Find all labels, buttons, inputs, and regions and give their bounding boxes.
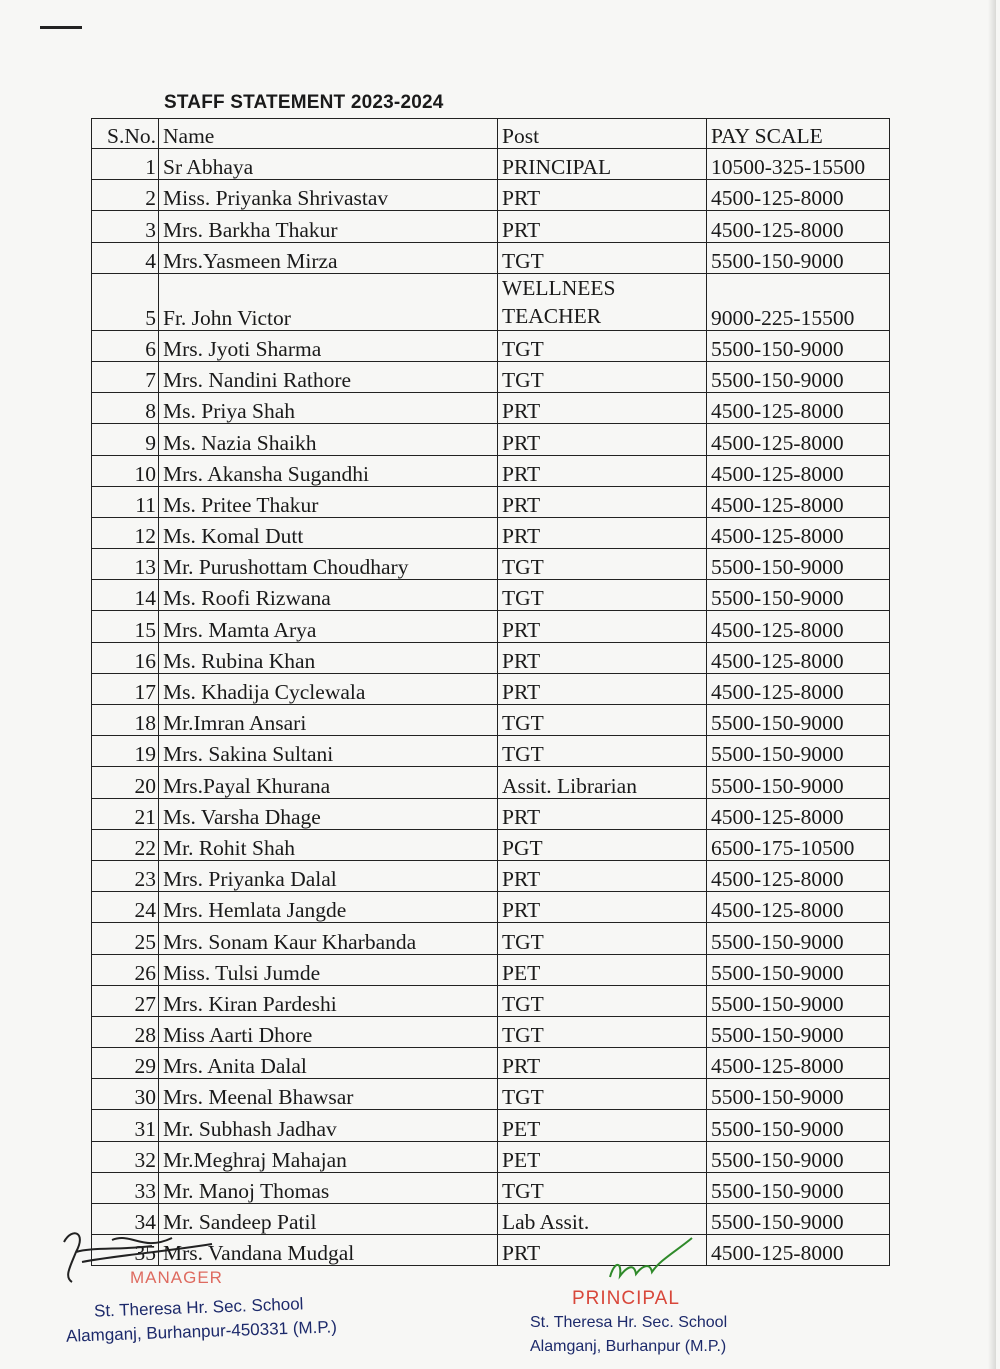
cell-post: PRT (498, 180, 707, 211)
cell-name: Mrs.Payal Khurana (159, 767, 498, 798)
table-row (92, 673, 890, 704)
manager-stamp-role: MANAGER (130, 1268, 223, 1287)
cell-pay-scale: 4500-125-8000 (707, 860, 890, 891)
cell-pay-scale: 4500-125-8000 (707, 424, 890, 455)
cell-pay-scale: 5500-150-9000 (707, 549, 890, 580)
cell-name: Mrs. Nandini Rathore (159, 361, 498, 392)
cell-name: Mr. Purushottam Choudhary (159, 549, 498, 580)
table-row (92, 611, 890, 642)
cell-name: Mr. Rohit Shah (159, 829, 498, 860)
cell-name: Ms. Pritee Thakur (159, 486, 498, 517)
cell-name: Ms. Komal Dutt (159, 517, 498, 548)
cell-sno: 19 (92, 736, 159, 767)
cell-pay-scale: 4500-125-8000 (707, 1235, 890, 1266)
cell-name: Mr. Subhash Jadhav (159, 1110, 498, 1141)
cell-post: TGT (498, 985, 707, 1016)
cell-name: Ms. Khadija Cyclewala (159, 673, 498, 704)
cell-name: Ms. Varsha Dhage (159, 798, 498, 829)
table-row (92, 549, 890, 580)
cell-pay-scale: 4500-125-8000 (707, 486, 890, 517)
cell-name: Mrs. Hemlata Jangde (159, 892, 498, 923)
cell-sno: 32 (92, 1141, 159, 1172)
header-pay-scale: PAY SCALE (707, 119, 890, 149)
cell-sno: 26 (92, 954, 159, 985)
cell-pay-scale: 4500-125-8000 (707, 211, 890, 242)
table-row (92, 1172, 890, 1203)
table-row (92, 486, 890, 517)
cell-sno: 5 (92, 273, 159, 330)
staff-table (91, 118, 890, 1266)
cell-post: PRT (498, 642, 707, 673)
cell-post: PET (498, 1141, 707, 1172)
cell-post: PET (498, 954, 707, 985)
cell-pay-scale: 5500-150-9000 (707, 1016, 890, 1047)
cell-post: TGT (498, 1016, 707, 1047)
cell-pay-scale: 6500-175-10500 (707, 829, 890, 860)
cell-name: Mr.Imran Ansari (159, 705, 498, 736)
cell-name: Ms. Rubina Khan (159, 642, 498, 673)
cell-sno: 34 (92, 1204, 159, 1235)
cell-post: PRT (498, 455, 707, 486)
cell-sno: 16 (92, 642, 159, 673)
cell-sno: 27 (92, 985, 159, 1016)
cell-name: Mrs. Priyanka Dalal (159, 860, 498, 891)
principal-signature (600, 1232, 710, 1292)
cell-pay-scale: 5500-150-9000 (707, 736, 890, 767)
cell-sno: 4 (92, 242, 159, 273)
cell-post: PRT (498, 860, 707, 891)
cell-pay-scale: 4500-125-8000 (707, 611, 890, 642)
principal-stamp-address: Alamganj, Burhanpur (M.P.) (530, 1338, 727, 1355)
cell-name: Mr. Manoj Thomas (159, 1172, 498, 1203)
cell-pay-scale: 4500-125-8000 (707, 393, 890, 424)
cell-pay-scale: 5500-150-9000 (707, 330, 890, 361)
cell-name: Mrs. Kiran Pardeshi (159, 985, 498, 1016)
cell-sno: 17 (92, 673, 159, 704)
cell-pay-scale: 4500-125-8000 (707, 798, 890, 829)
cell-post: PRT (498, 211, 707, 242)
cell-post: TGT (498, 705, 707, 736)
table-row (92, 1141, 890, 1172)
cell-pay-scale: 10500-325-15500 (707, 149, 890, 180)
cell-sno: 6 (92, 330, 159, 361)
header-post: Post (498, 119, 707, 149)
table-row (92, 736, 890, 767)
cell-name: Mrs. Anita Dalal (159, 1048, 498, 1079)
cell-pay-scale: 4500-125-8000 (707, 673, 890, 704)
table-row (92, 954, 890, 985)
principal-stamp-school: St. Theresa Hr. Sec. School (530, 1314, 728, 1331)
table-row (92, 211, 890, 242)
table-row (92, 180, 890, 211)
cell-post: PRT (498, 1048, 707, 1079)
table-row (92, 892, 890, 923)
table-row (92, 393, 890, 424)
cell-sno: 2 (92, 180, 159, 211)
cell-name: Mrs. Meenal Bhawsar (159, 1079, 498, 1110)
cell-sno: 29 (92, 1048, 159, 1079)
table-row (92, 1079, 890, 1110)
cell-sno: 18 (92, 705, 159, 736)
cell-sno: 15 (92, 611, 159, 642)
cell-name: Mrs. Akansha Sugandhi (159, 455, 498, 486)
cell-post: TGT (498, 1079, 707, 1110)
cell-post: PRT (498, 393, 707, 424)
cell-sno: 20 (92, 767, 159, 798)
table-row (92, 642, 890, 673)
cell-pay-scale: 5500-150-9000 (707, 1172, 890, 1203)
table-row (92, 1016, 890, 1047)
cell-sno: 23 (92, 860, 159, 891)
cell-sno: 8 (92, 393, 159, 424)
cell-post: Lab Assit. (498, 1204, 707, 1235)
cell-post: TGT (498, 580, 707, 611)
cell-name: Miss Aarti Dhore (159, 1016, 498, 1047)
cell-pay-scale: 5500-150-9000 (707, 1204, 890, 1235)
cell-name: Mrs. Sakina Sultani (159, 736, 498, 767)
cell-sno: 25 (92, 923, 159, 954)
table-row (92, 580, 890, 611)
cell-sno: 11 (92, 486, 159, 517)
document-title: STAFF STATEMENT 2023-2024 (164, 92, 444, 113)
table-row (92, 923, 890, 954)
page-edge-shadow (988, 0, 996, 1369)
cell-post: TGT (498, 549, 707, 580)
cell-pay-scale: 5500-150-9000 (707, 1079, 890, 1110)
cell-post: PRT (498, 517, 707, 548)
cell-pay-scale: 4500-125-8000 (707, 517, 890, 548)
header-sno: S.No. (92, 119, 159, 149)
table-header-row (92, 119, 890, 149)
cell-post: PRT (498, 1235, 707, 1266)
cell-pay-scale: 5500-150-9000 (707, 767, 890, 798)
cell-pay-scale: 9000-225-15500 (707, 273, 890, 330)
cell-name: Mrs. Vandana Mudgal (159, 1235, 498, 1266)
table-row (92, 860, 890, 891)
cell-name: Miss. Tulsi Jumde (159, 954, 498, 985)
cell-post: TGT (498, 242, 707, 273)
cell-pay-scale: 5500-150-9000 (707, 923, 890, 954)
cell-post: TGT (498, 923, 707, 954)
cell-pay-scale: 5500-150-9000 (707, 242, 890, 273)
cell-name: Miss. Priyanka Shrivastav (159, 180, 498, 211)
cell-post: PRT (498, 892, 707, 923)
table-row (92, 798, 890, 829)
scan-mark (40, 26, 82, 29)
table-row (92, 273, 890, 330)
cell-post: WELLNEES TEACHER (498, 273, 707, 330)
cell-sno: 24 (92, 892, 159, 923)
cell-sno: 14 (92, 580, 159, 611)
cell-pay-scale: 5500-150-9000 (707, 580, 890, 611)
cell-name: Sr Abhaya (159, 149, 498, 180)
cell-pay-scale: 5500-150-9000 (707, 985, 890, 1016)
table-row (92, 767, 890, 798)
cell-sno: 1 (92, 149, 159, 180)
table-row (92, 829, 890, 860)
cell-post: PRT (498, 798, 707, 829)
cell-sno: 9 (92, 424, 159, 455)
table-row (92, 517, 890, 548)
cell-post: TGT (498, 1172, 707, 1203)
cell-pay-scale: 4500-125-8000 (707, 455, 890, 486)
cell-sno: 33 (92, 1172, 159, 1203)
cell-name: Ms. Nazia Shaikh (159, 424, 498, 455)
cell-pay-scale: 5500-150-9000 (707, 1141, 890, 1172)
table-row (92, 1110, 890, 1141)
cell-name: Mr.Meghraj Mahajan (159, 1141, 498, 1172)
table-row (92, 361, 890, 392)
cell-pay-scale: 5500-150-9000 (707, 361, 890, 392)
cell-pay-scale: 4500-125-8000 (707, 642, 890, 673)
manager-stamp-school: St. Theresa Hr. Sec. School (93, 1294, 304, 1321)
cell-name: Ms. Roofi Rizwana (159, 580, 498, 611)
cell-post: TGT (498, 361, 707, 392)
cell-sno: 3 (92, 211, 159, 242)
manager-stamp-address: Alamganj, Burhanpur-450331 (M.P.) (65, 1317, 338, 1346)
cell-sno: 30 (92, 1079, 159, 1110)
cell-name: Ms. Priya Shah (159, 393, 498, 424)
cell-post: TGT (498, 736, 707, 767)
cell-sno: 28 (92, 1016, 159, 1047)
table-row (92, 455, 890, 486)
cell-sno: 10 (92, 455, 159, 486)
cell-pay-scale: 4500-125-8000 (707, 180, 890, 211)
cell-sno: 22 (92, 829, 159, 860)
cell-sno: 12 (92, 517, 159, 548)
header-name: Name (159, 119, 498, 149)
cell-sno: 7 (92, 361, 159, 392)
cell-pay-scale: 4500-125-8000 (707, 1048, 890, 1079)
cell-sno: 35 (92, 1235, 159, 1266)
cell-name: Mrs. Mamta Arya (159, 611, 498, 642)
table-row (92, 985, 890, 1016)
cell-name: Fr. John Victor (159, 273, 498, 330)
cell-sno: 21 (92, 798, 159, 829)
cell-post: TGT (498, 330, 707, 361)
cell-post: Assit. Librarian (498, 767, 707, 798)
cell-sno: 31 (92, 1110, 159, 1141)
cell-pay-scale: 4500-125-8000 (707, 892, 890, 923)
table-row (92, 242, 890, 273)
cell-post: PRT (498, 424, 707, 455)
cell-name: Mrs. Barkha Thakur (159, 211, 498, 242)
cell-post: PGT (498, 829, 707, 860)
cell-post: PET (498, 1110, 707, 1141)
table-row (92, 1048, 890, 1079)
cell-post: PRT (498, 611, 707, 642)
staff-table-body (92, 149, 890, 1266)
cell-sno: 13 (92, 549, 159, 580)
cell-pay-scale: 5500-150-9000 (707, 1110, 890, 1141)
cell-name: Mrs. Jyoti Sharma (159, 330, 498, 361)
cell-post: PRT (498, 673, 707, 704)
cell-pay-scale: 5500-150-9000 (707, 705, 890, 736)
cell-post: PRT (498, 486, 707, 517)
cell-pay-scale: 5500-150-9000 (707, 954, 890, 985)
cell-name: Mrs.Yasmeen Mirza (159, 242, 498, 273)
table-row (92, 705, 890, 736)
principal-stamp-role: PRINCIPAL (572, 1288, 680, 1309)
cell-post: PRINCIPAL (498, 149, 707, 180)
table-row (92, 330, 890, 361)
cell-name: Mr. Sandeep Patil (159, 1204, 498, 1235)
table-row (92, 424, 890, 455)
cell-name: Mrs. Sonam Kaur Kharbanda (159, 923, 498, 954)
table-row (92, 149, 890, 180)
